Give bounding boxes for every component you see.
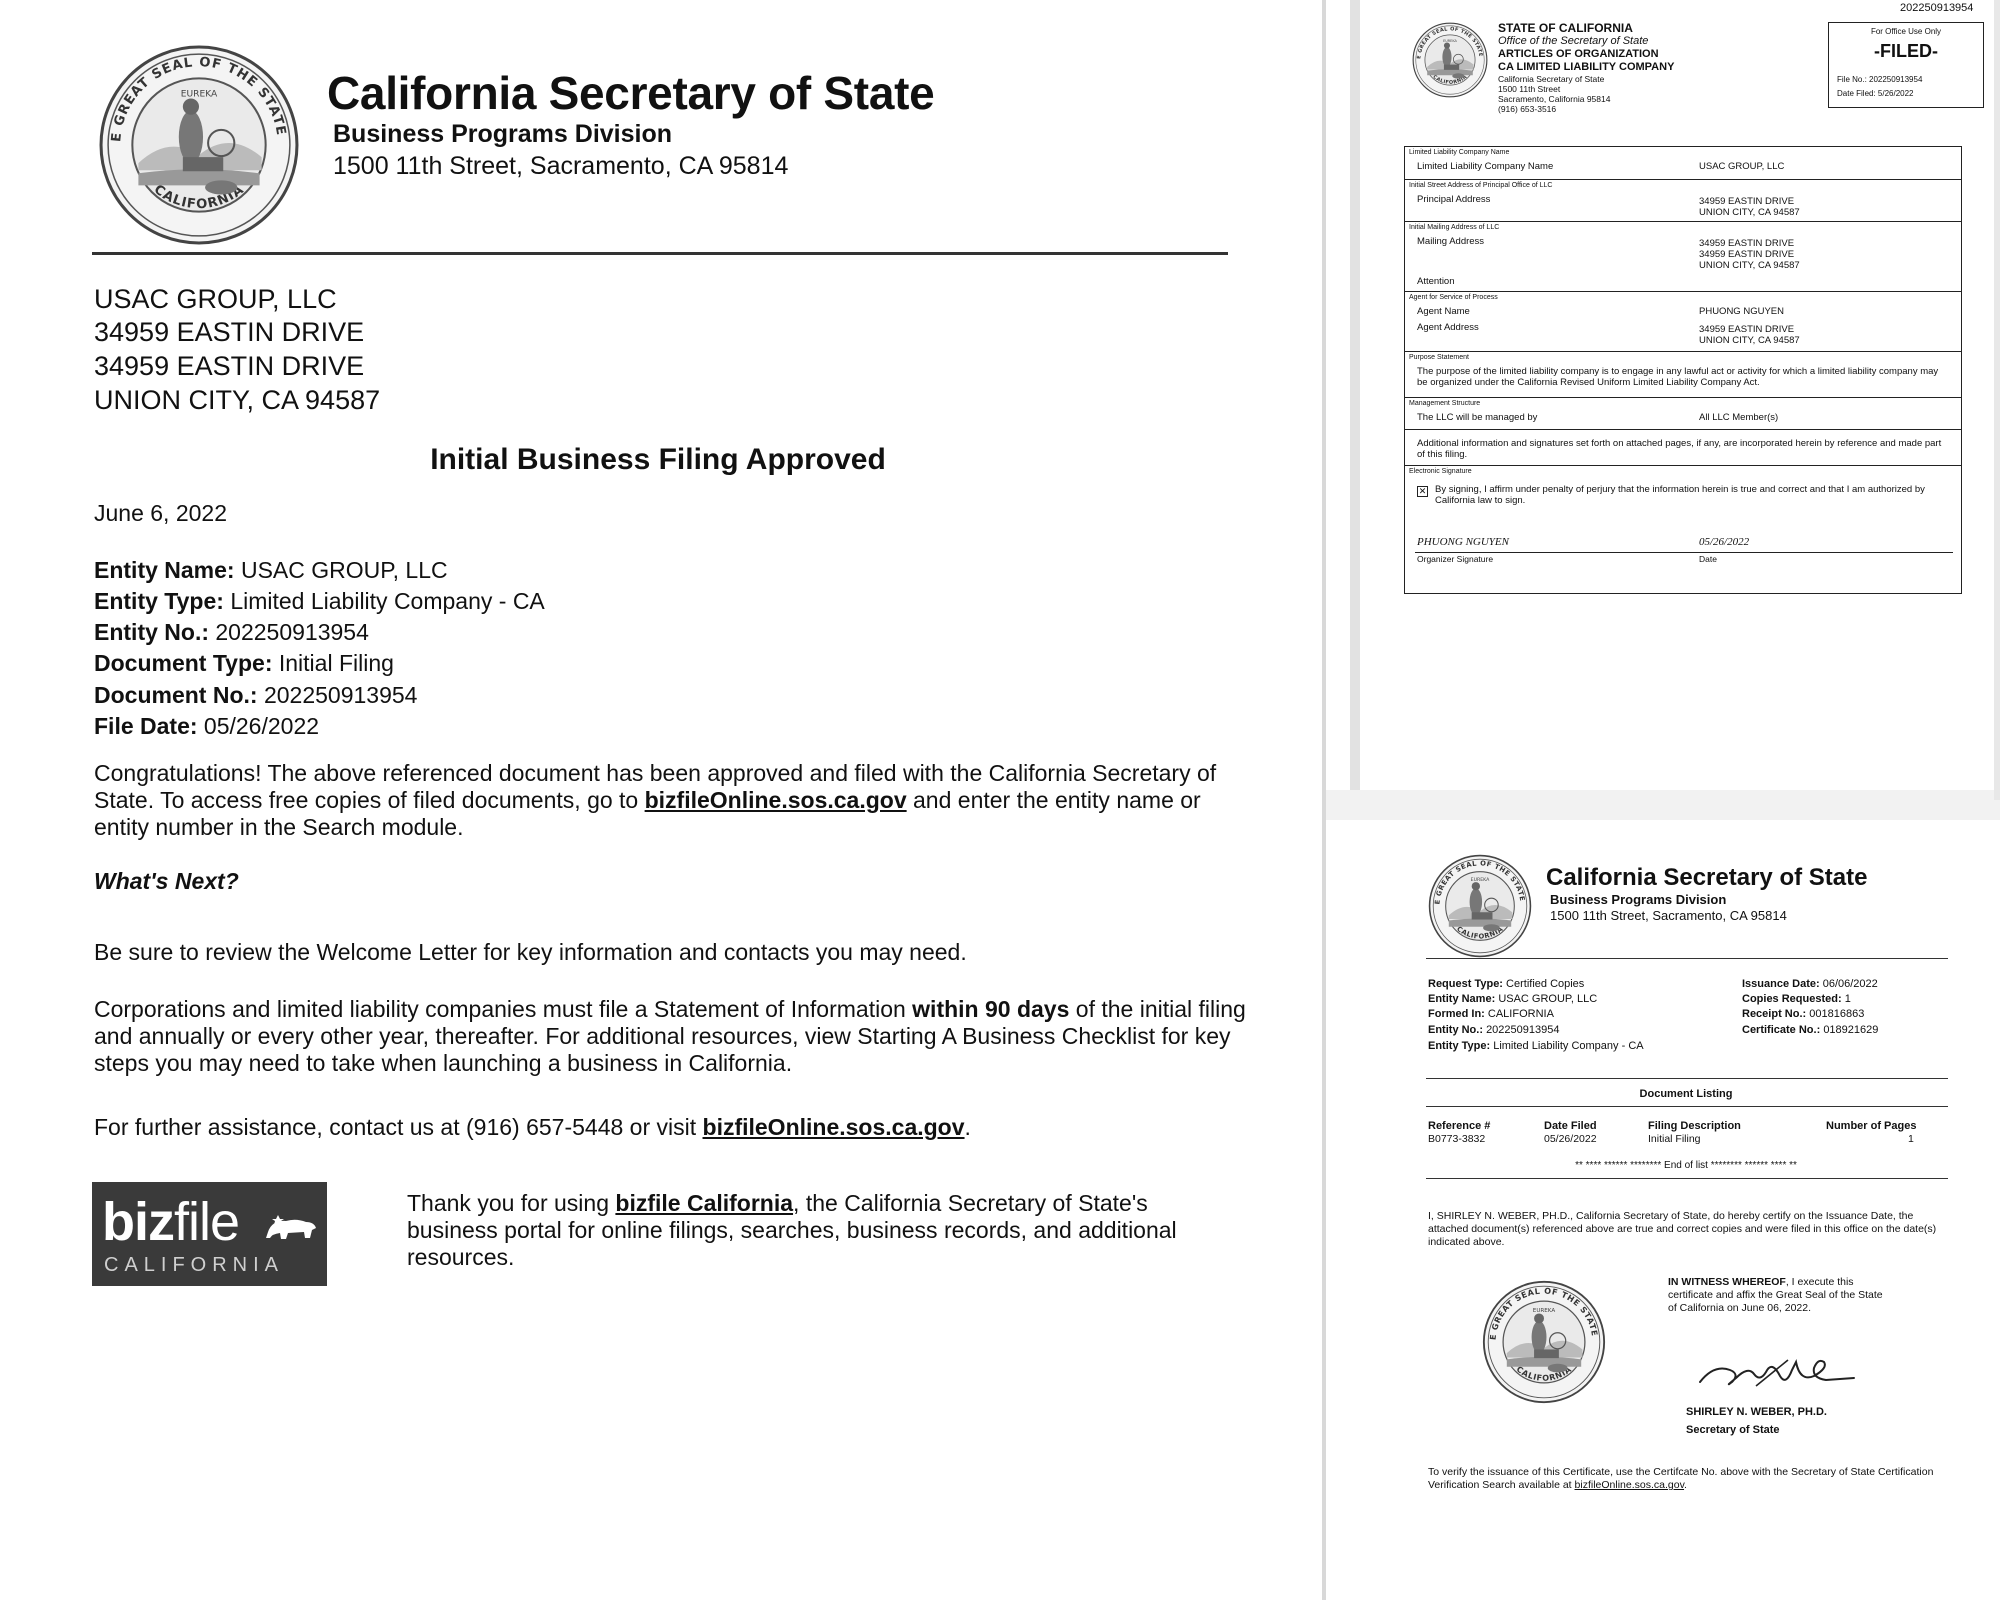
column-header-reference: Reference # — [1428, 1120, 1491, 1132]
office-use-box — [1828, 22, 1984, 108]
additional-info-text: Additional information and signatures set forth on attached pages, if any, are incorporated herein by reference and made part of this filing. — [1417, 438, 1942, 460]
listing-reference: B0773-3832 — [1428, 1133, 1486, 1145]
letter-address: 1500 11th Street, Sacramento, CA 95814 — [333, 152, 789, 180]
thank-you-paragraph: Thank you for using bizfile California, the California Secretary of State's business portal for online filings, searches, business records, and additional resources. — [407, 1190, 1177, 1270]
bizfile-wordmark: bizfile — [102, 1192, 240, 1252]
recipient-line: USAC GROUP, LLC — [94, 284, 337, 314]
end-of-list: ** **** ****** ******** End of list ******** ****** **** ** — [1575, 1160, 1797, 1171]
field-label: Mailing Address — [1417, 236, 1485, 247]
agent-section — [1405, 291, 1961, 352]
articles-address-line: 1500 11th Street — [1498, 84, 1561, 94]
entity-name-field: Entity Name: USAC GROUP, LLC — [1428, 993, 1598, 1005]
request-type-field: Request Type: Certified Copies — [1428, 978, 1585, 990]
articles-address-line: (916) 653-3516 — [1498, 104, 1557, 114]
field-label: Entity Type: — [94, 588, 224, 614]
certification-paragraph: I, SHIRLEY N. WEBER, PH.D., California Secretary of State, do hereby certify on the Issuance Date, the attached document(s) referenced above are true and correct copies and were filed in this office on the date(s) indicated above. — [1428, 1210, 1937, 1248]
field-value: Initial Filing — [278, 650, 394, 676]
listing-divider — [1426, 1106, 1948, 1107]
whats-next-heading: What's Next? — [94, 868, 239, 894]
page-divider — [1350, 0, 1360, 790]
section-title: Purpose Statement — [1409, 354, 1469, 361]
entity-type-field — [94, 588, 545, 615]
review-paragraph: Be sure to review the Welcome Letter for key information and contacts you may need. — [94, 939, 967, 965]
copies-requested-field: Copies Requested: 1 — [1742, 993, 1851, 1005]
document-listing-title: Document Listing — [1639, 1088, 1733, 1100]
recipient-line: 34959 EASTIN DRIVE — [94, 317, 365, 347]
section-title: Initial Street Address of Principal Office of LLC — [1409, 182, 1553, 189]
statement-of-information-paragraph: Corporations and limited liability companies must file a Statement of Information within 90 days of the initial filing and annually or every other year, thereafter. For additional resources, view Starting A Business Checklist for key steps you may need to take when launching a business in California. — [94, 996, 1246, 1076]
state-seal-icon — [98, 44, 300, 246]
purpose-text: The purpose of the limited liability company is to engage in any lawful act or activity for which a limited liability company may be organized under the California Revised Uniform Limited Liability Company Act. — [1417, 366, 1939, 388]
articles-header — [1498, 22, 1674, 114]
field-value: 34959 EASTIN DRIVE 34959 EASTIN DRIVE UNION CITY, CA 94587 — [1699, 238, 1800, 271]
field-label: File Date: — [94, 713, 198, 739]
mailing-address-section — [1405, 221, 1961, 292]
principal-address-section — [1405, 179, 1961, 222]
document-no-field — [94, 682, 417, 709]
secretary-signature-image — [1696, 1352, 1858, 1394]
organizer-signature-value: PHUONG NGUYEN — [1417, 536, 1509, 548]
field-label: Agent Name — [1417, 306, 1470, 317]
field-label: Entity No.: — [94, 619, 209, 645]
field-value: All LLC Member(s) — [1699, 412, 1779, 423]
signature-line — [1415, 552, 1697, 553]
page-edge — [1994, 0, 2000, 800]
congratulations-paragraph: Congratulations! The above referenced document has been approved and filed with the California Secretary of State. To access free copies of filed documents, go to bizfileOnline.sos.ca.gov and enter the entity name or entity number in the Search module. — [94, 760, 1217, 840]
section-title: Electronic Signature — [1409, 468, 1472, 475]
letter-date: June 6, 2022 — [94, 500, 228, 526]
witness-paragraph: IN WITNESS WHEREOF, I execute this certificate and affix the Great Seal of the State of California on June 06, 2022. — [1668, 1276, 1883, 1314]
listing-description: Initial Filing — [1648, 1133, 1701, 1145]
field-value: USAC GROUP, LLC — [1699, 161, 1785, 172]
file-date-field — [94, 713, 319, 740]
certificate-divider — [1426, 958, 1948, 959]
section-title: Agent for Service of Process — [1409, 294, 1498, 301]
field-label: Attention — [1417, 276, 1455, 287]
office-date-filed: Date Filed: 5/26/2022 — [1837, 89, 1914, 98]
issuance-date-field: Issuance Date: 06/06/2022 — [1742, 978, 1878, 990]
entity-no-field: Entity No.: 202250913954 — [1428, 1024, 1560, 1036]
office-use-title: For Office Use Only — [1870, 27, 1942, 36]
column-header-filing-description: Filing Description — [1648, 1120, 1741, 1132]
column-header-date-filed: Date Filed — [1544, 1120, 1597, 1132]
bizfile-california-link[interactable]: bizfile California — [615, 1190, 794, 1216]
articles-state: STATE OF CALIFORNIA — [1498, 21, 1633, 35]
listing-divider — [1426, 1078, 1948, 1079]
signature-date-label: Date — [1699, 554, 1717, 564]
articles-address-line: California Secretary of State — [1498, 74, 1605, 84]
purpose-section — [1405, 351, 1961, 398]
signer-name: SHIRLEY N. WEBER, PH.D. — [1686, 1406, 1827, 1418]
filed-stamp: -FILED- — [1874, 41, 1938, 61]
signer-title: Secretary of State — [1686, 1424, 1780, 1436]
llc-name-section — [1405, 147, 1961, 179]
articles-subtitle: CA LIMITED LIABILITY COMPANY — [1498, 61, 1675, 73]
page-divider — [1326, 790, 2000, 820]
signature-date-value: 05/26/2022 — [1699, 536, 1750, 548]
field-label: Limited Liability Company Name — [1417, 161, 1554, 172]
management-section — [1405, 397, 1961, 430]
field-value: PHUONG NGUYEN — [1699, 306, 1784, 317]
field-value: 34959 EASTIN DRIVE UNION CITY, CA 94587 — [1699, 196, 1800, 218]
letter-division: Business Programs Division — [333, 120, 673, 148]
field-value: 34959 EASTIN DRIVE UNION CITY, CA 94587 — [1699, 324, 1800, 346]
field-value: USAC GROUP, LLC — [240, 557, 448, 583]
field-label: Document Type: — [94, 650, 273, 676]
header-divider — [92, 252, 1228, 255]
field-label: The LLC will be managed by — [1417, 412, 1538, 423]
formed-in-field: Formed In: CALIFORNIA — [1428, 1008, 1554, 1020]
assistance-paragraph: For further assistance, contact us at (916) 657-5448 or visit bizfileOnline.sos.ca.gov. — [94, 1114, 971, 1140]
listing-date-filed: 05/26/2022 — [1544, 1133, 1597, 1145]
approval-heading: Initial Business Filing Approved — [430, 443, 886, 476]
articles-form — [1404, 146, 1962, 594]
field-label: Document No.: — [94, 682, 258, 708]
section-title: Management Structure — [1409, 400, 1481, 407]
certificate-address: 1500 11th Street, Sacramento, CA 95814 — [1550, 908, 1787, 923]
bizfile-california-logo — [92, 1182, 327, 1286]
listing-divider — [1426, 1178, 1948, 1179]
field-label: Agent Address — [1417, 322, 1479, 333]
state-seal-icon — [1482, 1280, 1606, 1404]
entity-name-field — [94, 557, 448, 584]
bear-icon — [264, 1212, 320, 1244]
field-label: Principal Address — [1417, 194, 1491, 205]
electronic-signature-section — [1405, 465, 1961, 594]
field-label: Entity Name: — [94, 557, 235, 583]
signature-line — [1697, 552, 1953, 553]
certificate-division: Business Programs Division — [1550, 892, 1727, 907]
entity-type-field: Entity Type: Limited Liability Company - CA — [1428, 1040, 1644, 1052]
state-seal-icon — [1428, 854, 1532, 958]
affirmation-text: By signing, I affirm under penalty of perjury that the information herein is true and correct and that I am authorized by California law to sign. — [1435, 484, 1925, 506]
affirm-checkbox[interactable]: ✕ — [1418, 486, 1427, 496]
articles-title: ARTICLES OF ORGANIZATION — [1498, 48, 1659, 60]
bizfile-online-link[interactable]: bizfileOnline.sos.ca.gov — [644, 787, 907, 813]
recipient-line: 34959 EASTIN DRIVE — [94, 351, 365, 381]
bizfile-state-text: CALIFORNIA — [104, 1254, 285, 1276]
field-value: Limited Liability Company - CA — [230, 588, 545, 614]
state-seal-icon — [1412, 22, 1488, 98]
verification-paragraph: To verify the issuance of this Certificate, use the Certifcate No. above with the Secretary of State Certification Verification Search available at bizfileOnline.sos.ca.gov. — [1428, 1466, 1934, 1491]
additional-info-section — [1405, 429, 1961, 466]
certificate-title: California Secretary of State — [1546, 864, 1868, 891]
field-value: 202250913954 — [215, 619, 369, 645]
receipt-no-field: Receipt No.: 001816863 — [1742, 1008, 1865, 1020]
listing-pages: 1 — [1908, 1133, 1914, 1145]
articles-address-line: Sacramento, California 95814 — [1498, 94, 1611, 104]
articles-office: Office of the Secretary of State — [1498, 35, 1649, 47]
field-value: 05/26/2022 — [203, 713, 320, 739]
bizfile-online-link[interactable]: bizfileOnline.sos.ca.gov — [1574, 1479, 1685, 1491]
certificate-no-field: Certificate No.: 018921629 — [1742, 1024, 1879, 1036]
field-value: 202250913954 — [263, 682, 418, 708]
recipient-line: UNION CITY, CA 94587 — [94, 385, 381, 415]
office-file-no: File No.: 202250913954 — [1837, 75, 1923, 84]
organizer-signature-label: Organizer Signature — [1417, 554, 1494, 564]
column-header-pages: Number of Pages — [1826, 1120, 1917, 1132]
letter-title: California Secretary of State — [327, 67, 935, 119]
section-title: Initial Mailing Address of LLC — [1409, 224, 1500, 231]
document-type-field — [94, 650, 394, 677]
bizfile-online-link[interactable]: bizfileOnline.sos.ca.gov — [702, 1114, 965, 1140]
entity-no-field — [94, 619, 369, 646]
section-title: Limited Liability Company Name — [1409, 149, 1510, 156]
articles-top-number: 202250913954 — [1900, 2, 1974, 14]
